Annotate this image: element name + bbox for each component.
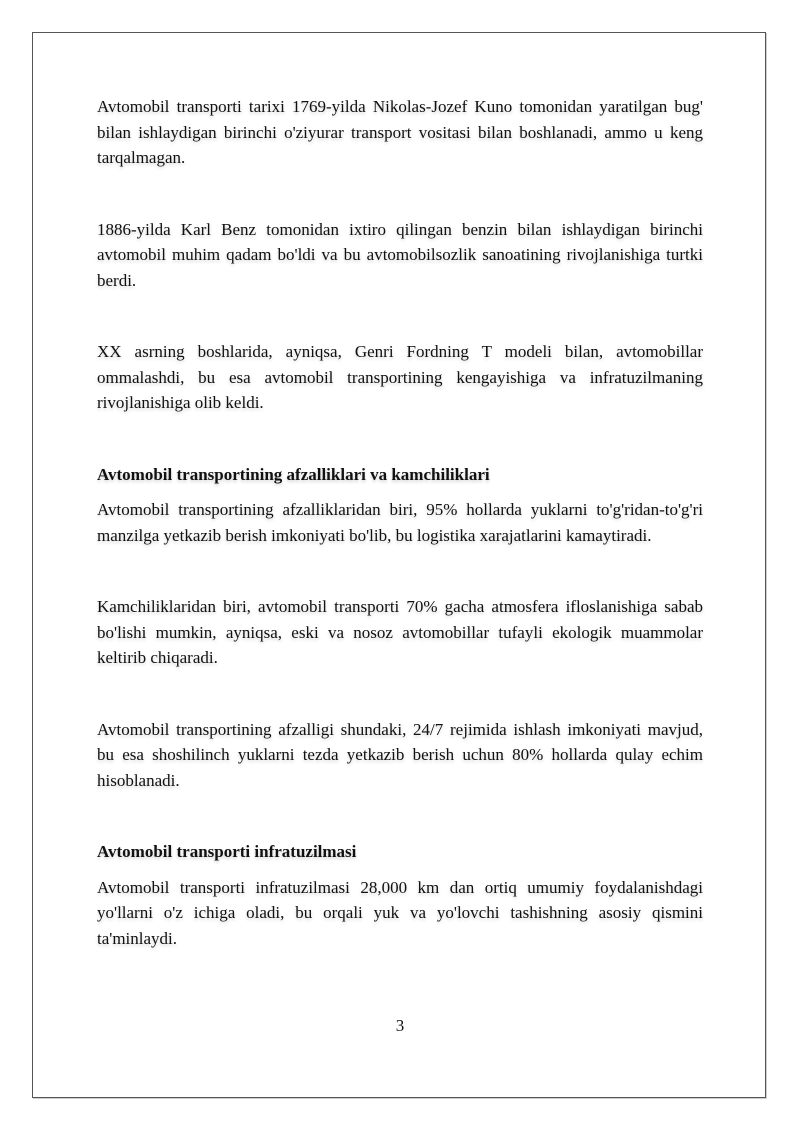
paragraph-history-ford: XX asrning boshlarida, ayniqsa, Genri Fordning T modeli bilan, avtomobillar ommalashdi, bu esa avtomobil transportining kengayishiga va infratuzilmaning rivojlanishiga olib keldi. [97, 342, 703, 412]
page-number: 3 [395, 1016, 405, 1035]
page-content [97, 94, 703, 951]
paragraph-advantage-24-7: Avtomobil transportining afzalligi shundaki, 24/7 rejimida ishlash imkoniyati mavjud, bu esa shoshilinch yuklarni tezda yetkazib berish uchun 80% hollarda qulay echim hisoblanadi. [97, 719, 703, 790]
paragraph-advantage-delivery: Avtomobil transportining afzalliklaridan biri, 95% hollarda yuklarni to'g'ridan-to'g'ri manzilga yetkazib berish imkoniyati bo'lib, bu logistika xarajatlarini kamaytiradi. [97, 500, 703, 545]
paragraph-disadvantage-pollution: Kamchiliklaridan biri, avtomobil transporti 70% gacha atmosfera ifloslanishiga sabab bo'lishi mumkin, ayniqsa, eski va nosoz avtomobillar tufayli ekologik muammolar keltirib chiqaradi. [97, 597, 703, 667]
paragraph-history-benz: 1886-yilda Karl Benz tomonidan ixtiro qilingan benzin bilan ishlaydigan birinchi avtomobil muhim qadam bo'ldi va bu avtomobilsozlik sanoatining rivojlanishiga turtki berdi. [97, 219, 703, 290]
paragraph-infrastructure-roads: Avtomobil transporti infratuzilmasi 28,000 km dan ortiq umumiy foydalanishdagi yo'llarni o'z ichiga oladi, bu orqali yuk va yo'lovchi tashishning asosiy qismini ta'minlaydi. [97, 877, 703, 948]
section-heading-pros-cons: Avtomobil transportining afzalliklari va kamchiliklari [97, 464, 490, 484]
paragraph-history-kuno: Avtomobil transporti tarixi 1769-yilda Nikolas-Jozef Kuno tomonidan yaratilgan bug' bilan ishlaydigan birinchi o'ziyurar transport vositasi bilan boshlanadi, ammo u keng tarqalmagan. [97, 97, 703, 167]
section-heading-infrastructure: Avtomobil transporti infratuzilmasi [97, 842, 357, 861]
